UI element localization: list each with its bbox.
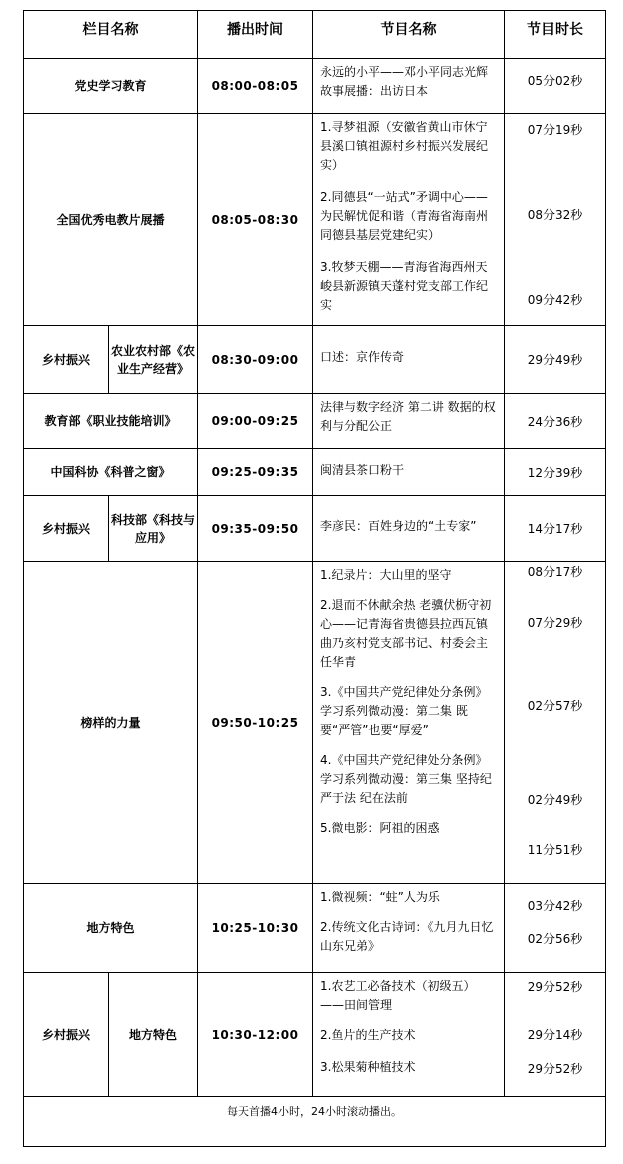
sub-column-name: 地方特色: [109, 973, 198, 1097]
program-item: 2.同德县“一站式”矛调中心——为民解忧促和谐（青海省海南州同德县基层党建纪实）: [320, 190, 489, 242]
duration-cell: [505, 394, 606, 449]
table-row: [24, 394, 606, 449]
air-time: 08:30-09:00: [198, 326, 313, 394]
duration: 08分32秒: [527, 208, 583, 222]
table-row: [24, 326, 606, 394]
air-time: 08:00-08:05: [198, 59, 313, 114]
duration: 29分14秒: [527, 1028, 583, 1042]
duration: 29分52秒: [527, 980, 583, 994]
duration: 09分42秒: [527, 293, 583, 307]
column-name: 乡村振兴: [24, 496, 109, 562]
program-item: 1.寻梦祖源（安徽省黄山市休宁县溪口镇祖源村乡村振兴发展纪实）: [320, 120, 489, 172]
program-item: 3.松果菊种植技术: [320, 1060, 416, 1074]
header-program-name: 节目名称: [313, 11, 505, 59]
program-list: [313, 884, 505, 973]
program-item: 4.《中国共产党纪律处分条例》学习系列微动漫：第三集 坚持纪严于法 纪在法前: [320, 753, 492, 805]
column-name: 党史学习教育: [24, 59, 198, 114]
duration-cell: [505, 114, 606, 326]
program-name: 法律与数字经济 第二讲 数据的权利与分配公正: [313, 394, 505, 449]
column-name: 教育部《职业技能培训》: [24, 394, 198, 449]
duration-cell: [505, 449, 606, 496]
column-name: 地方特色: [24, 884, 198, 973]
program-list: [313, 562, 505, 884]
air-time: 09:25-09:35: [198, 449, 313, 496]
table-row: [24, 449, 606, 496]
duration: 08分17秒: [527, 565, 583, 579]
footer-note: 每天首播4小时，24小时滚动播出。: [24, 1097, 606, 1147]
program-item: 5.微电影：阿祖的困惑: [320, 821, 440, 835]
table-row: [24, 973, 606, 1097]
schedule-table: [23, 10, 606, 1147]
duration: 05分02秒: [527, 74, 583, 88]
program-name: 口述：京作传奇: [313, 326, 505, 394]
sub-column-name: 农业农村部《农业生产经营》: [109, 326, 198, 394]
duration: 14分17秒: [527, 522, 583, 536]
column-name: 乡村振兴: [24, 973, 109, 1097]
program-name: 闽清县茶口粉干: [313, 449, 505, 496]
duration: 24分36秒: [527, 414, 583, 429]
column-name: 中国科协《科普之窗》: [24, 449, 198, 496]
program-name: 永远的小平——邓小平同志光辉故事展播：出访日本: [313, 59, 505, 114]
duration: 03分42秒: [527, 899, 583, 913]
duration-cell: [505, 59, 606, 114]
program-item: 2.退而不休献余热 老骥伏枥守初心——记青海省贵德县拉西瓦镇曲乃亥村党支部书记、村委会主任华青: [320, 598, 492, 669]
sub-column-name: 科技部《科技与应用》: [109, 496, 198, 562]
duration: 12分39秒: [527, 465, 583, 480]
program-list: [313, 114, 505, 326]
column-name: 榜样的力量: [24, 562, 198, 884]
air-time: 09:00-09:25: [198, 394, 313, 449]
duration: 02分49秒: [527, 793, 583, 807]
air-time: 10:25-10:30: [198, 884, 313, 973]
program-name: 李彦民：百姓身边的“土专家”: [313, 496, 505, 562]
header-row: [24, 11, 606, 59]
duration-cell: [505, 496, 606, 562]
duration: 07分29秒: [527, 616, 583, 630]
header-duration: 节目时长: [505, 11, 606, 59]
footer-row: [24, 1097, 606, 1147]
duration: 02分56秒: [527, 932, 583, 946]
program-item: 2.传统文化古诗词：《九月九日忆山东兄弟》: [320, 920, 494, 953]
column-name: 乡村振兴: [24, 326, 109, 394]
program-item: 3.牧梦天棚——青海省海西州天峻县新源镇天蓬村党支部工作纪实: [320, 260, 489, 312]
program-list: [313, 973, 505, 1097]
table-row: [24, 114, 606, 326]
header-air-time: 播出时间: [198, 11, 313, 59]
header-column-name: 栏目名称: [24, 11, 198, 59]
table-row: [24, 562, 606, 884]
duration: 11分51秒: [527, 843, 583, 857]
duration-cell: [505, 884, 606, 973]
duration: 29分49秒: [527, 353, 583, 367]
air-time: 09:50-10:25: [198, 562, 313, 884]
table-row: [24, 496, 606, 562]
duration: 07分19秒: [527, 123, 583, 137]
duration-cell: [505, 326, 606, 394]
duration: 29分52秒: [527, 1062, 583, 1076]
duration-cell: [505, 973, 606, 1097]
program-item: 3.《中国共产党纪律处分条例》学习系列微动漫：第二集 既要“严管”也要“厚爱”: [320, 685, 488, 737]
air-time: 09:35-09:50: [198, 496, 313, 562]
program-item: 1.纪录片：大山里的坚守: [320, 568, 452, 582]
column-name: 全国优秀电教片展播: [24, 114, 198, 326]
program-item: 1.微视频：“蛀”人为乐: [320, 890, 440, 904]
duration: 02分57秒: [527, 699, 583, 713]
duration-cell: [505, 562, 606, 884]
program-item: 1.农艺工必备技术（初级五）——田间管理: [320, 979, 476, 1012]
air-time: 10:30-12:00: [198, 973, 313, 1097]
air-time: 08:05-08:30: [198, 114, 313, 326]
table-row: [24, 884, 606, 973]
table-row: [24, 59, 606, 114]
program-item: 2.鱼片的生产技术: [320, 1028, 416, 1042]
